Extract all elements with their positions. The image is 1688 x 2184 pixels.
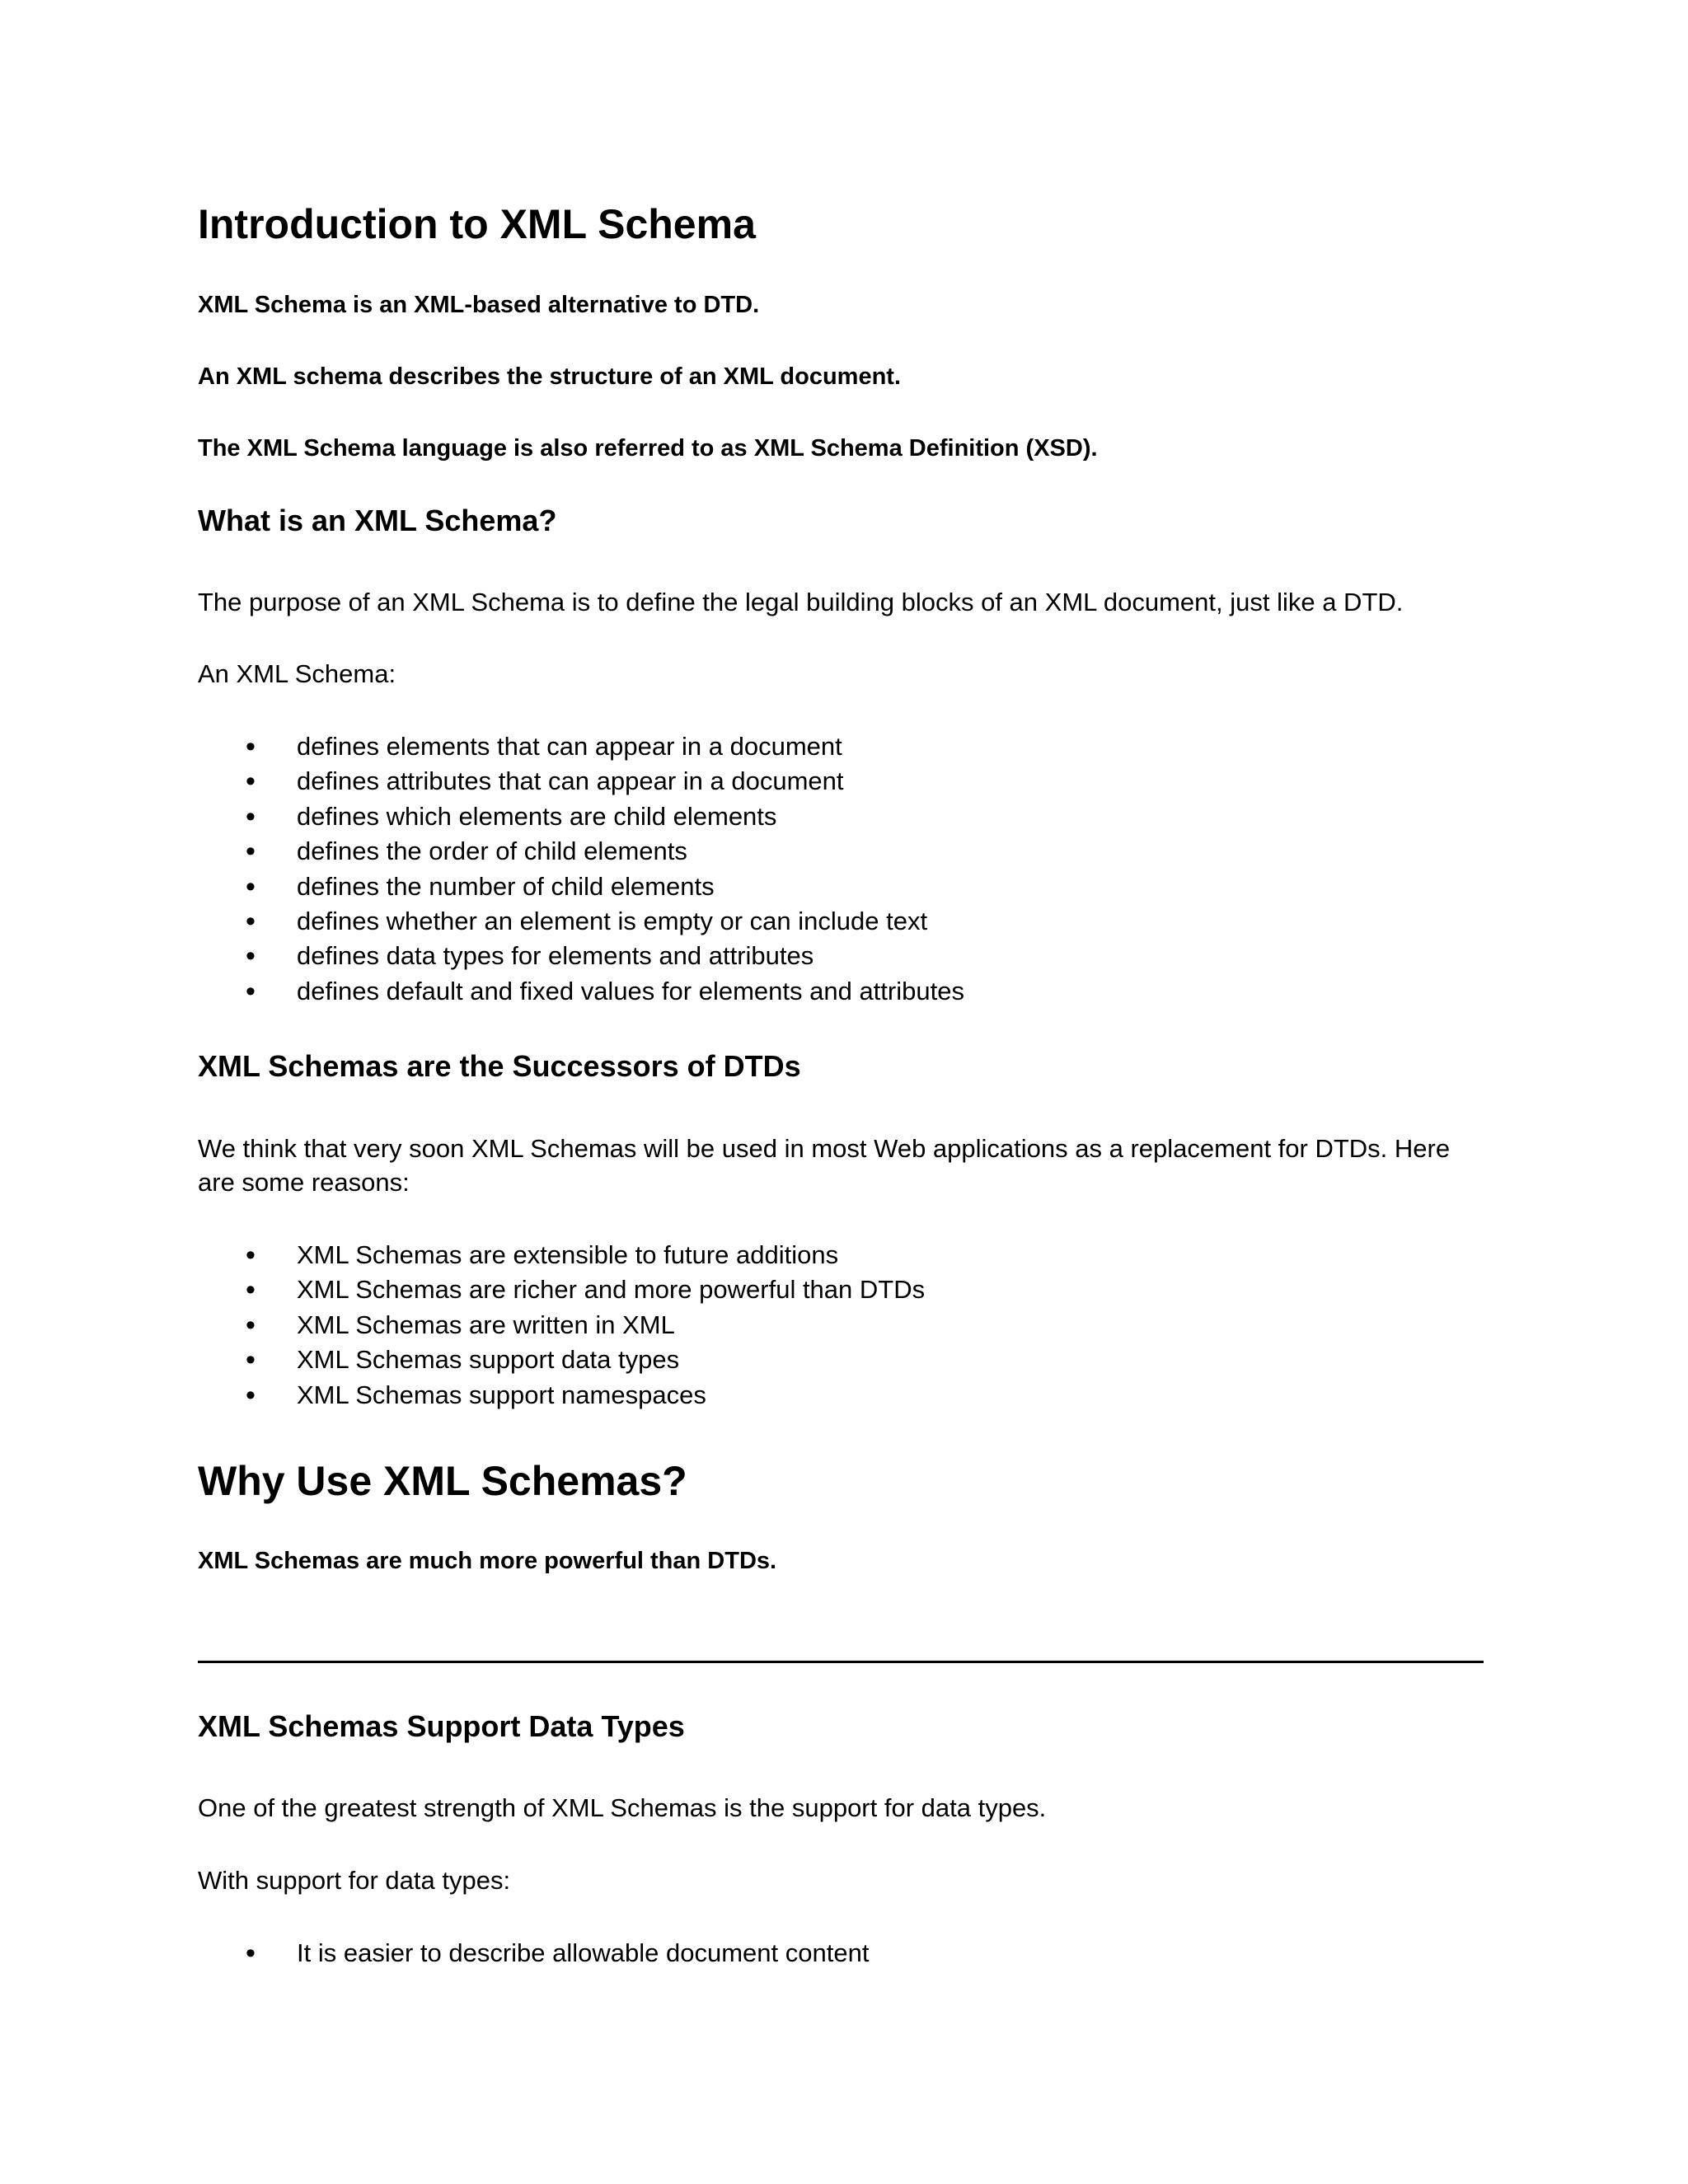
list-item: • XML Schemas support data types <box>198 1343 925 1377</box>
list-item: • defines default and fixed values for elements and attributes <box>198 974 964 1009</box>
why-title: Why Use XML Schemas? <box>198 1458 687 1504</box>
datatypes-paragraph: One of the greatest strength of XML Schemas is the support for data types. <box>198 1793 1047 1822</box>
list-item: • defines attributes that can appear in a document <box>198 764 964 799</box>
list-item: • defines whether an element is empty or can include text <box>198 904 964 939</box>
list-item: • defines data types for elements and attributes <box>198 939 964 973</box>
why-lead: XML Schemas are much more powerful than DTDs. <box>198 1548 777 1574</box>
intro-lead-3: The XML Schema language is also referred to as XML Schema Definition (XSD). <box>198 435 1098 462</box>
list-item: • defines the number of child elements <box>198 869 964 904</box>
list-item: • XML Schemas are richer and more powerful than DTDs <box>198 1272 925 1307</box>
successors-paragraph: We think that very soon XML Schemas will be used in most Web applications as a replacement for DTDs. Here are some reasons: <box>198 1134 1451 1197</box>
list-item: • XML Schemas support namespaces <box>198 1378 925 1413</box>
list-item: • XML Schemas are written in XML <box>198 1308 925 1343</box>
what-heading: What is an XML Schema? <box>198 504 557 537</box>
intro-lead-2: An XML schema describes the structure of an XML document. <box>198 363 902 390</box>
intro-lead-1: XML Schema is an XML-based alternative to DTD. <box>198 292 760 318</box>
list-item: • defines which elements are child elements <box>198 799 964 834</box>
datatypes-heading: XML Schemas Support Data Types <box>198 1709 685 1743</box>
what-list-intro: An XML Schema: <box>198 659 396 688</box>
list-item: • defines the order of child elements <box>198 834 964 869</box>
intro-title: Introduction to XML Schema <box>198 201 756 247</box>
list-item: • It is easier to describe allowable document content <box>198 1936 869 1971</box>
what-bullet-list <box>198 729 964 1009</box>
list-item: • defines elements that can appear in a document <box>198 729 964 764</box>
datatypes-bullet-list <box>198 1936 869 1971</box>
horizontal-divider <box>198 1661 1484 1663</box>
successors-bullet-list <box>198 1238 925 1413</box>
what-paragraph: The purpose of an XML Schema is to define the legal building blocks of an XML document, just like a DTD. <box>198 588 1404 616</box>
list-item: • XML Schemas are extensible to future additions <box>198 1238 925 1272</box>
datatypes-list-intro: With support for data types: <box>198 1866 511 1895</box>
successors-heading: XML Schemas are the Successors of DTDs <box>198 1049 801 1083</box>
